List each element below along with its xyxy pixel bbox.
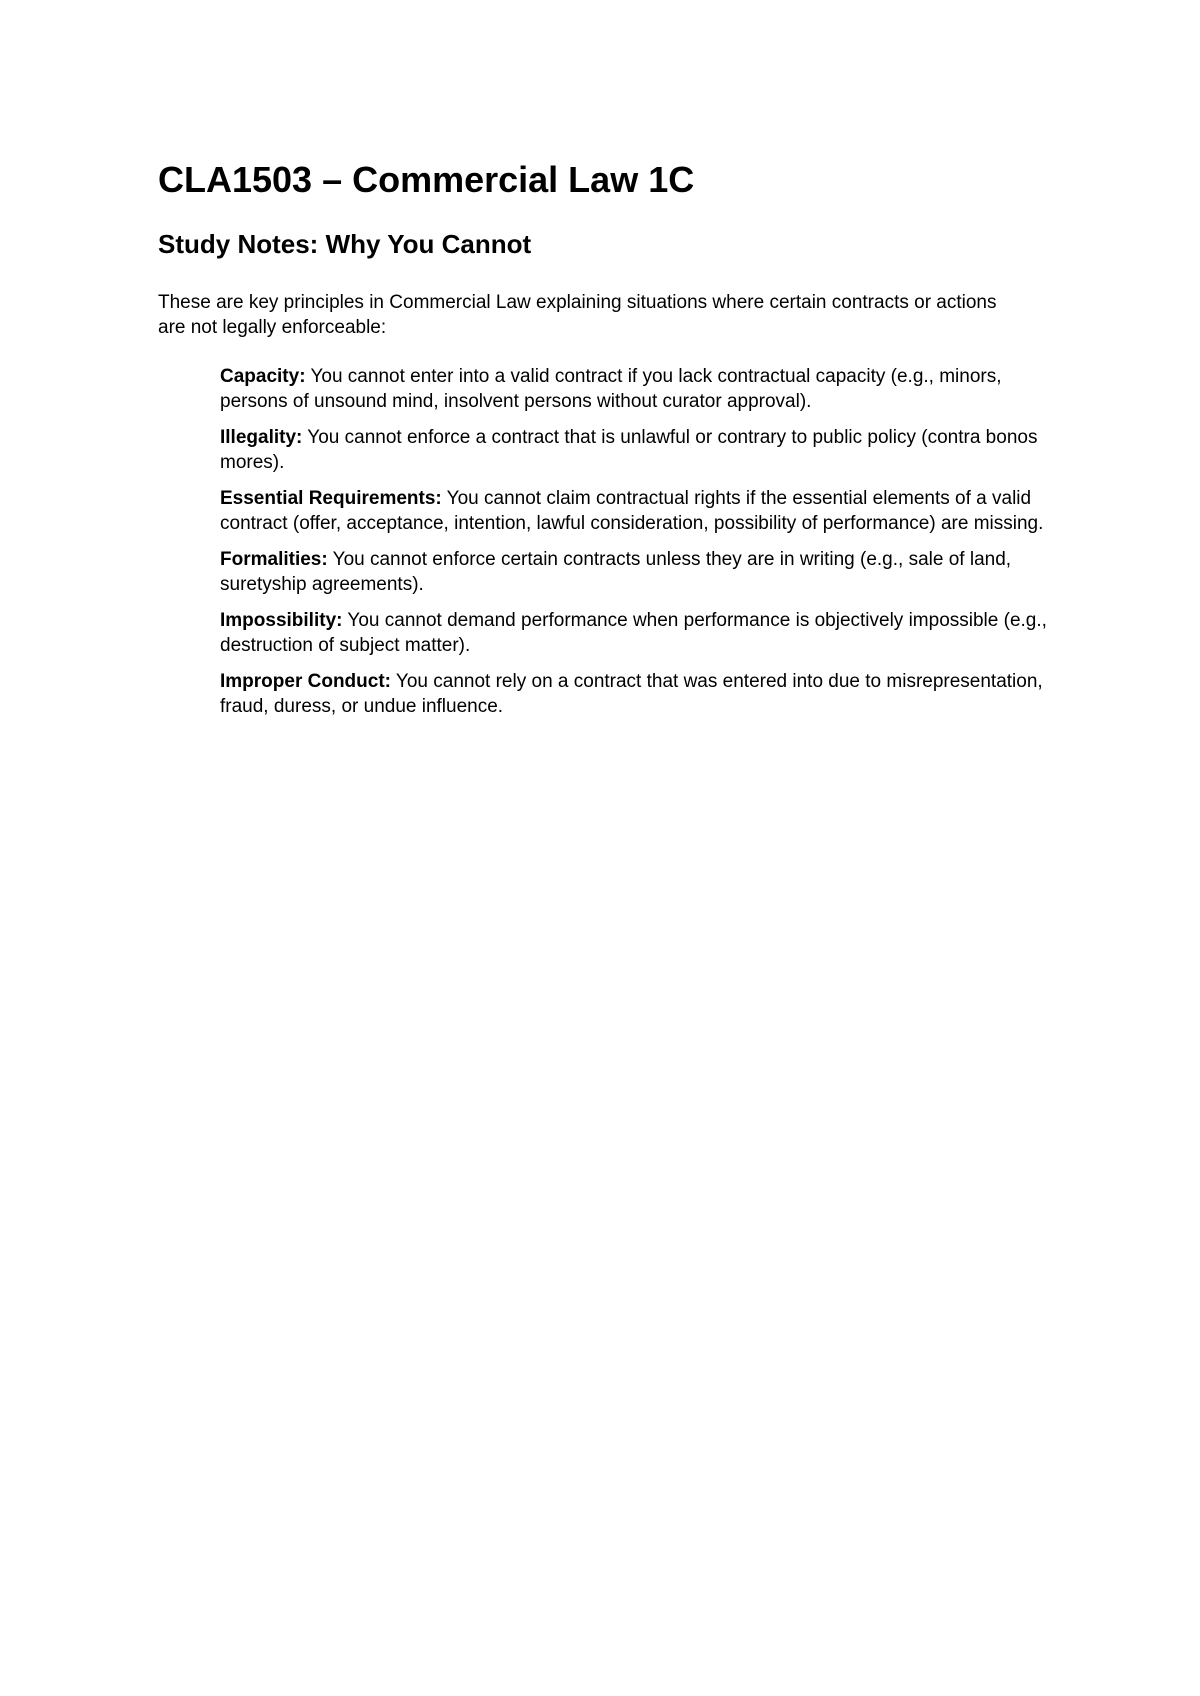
principle-impossibility (220, 608, 1058, 658)
principle-text: You cannot rely on a contract that was entered into due to misrepresentation, fraud, duress, or undue influence. (220, 671, 1043, 717)
principle-text: You cannot enforce certain contracts unless they are in writing (e.g., sale of land, suretyship agreements). (220, 549, 1012, 595)
principle-text: You cannot enforce a contract that is unlawful or contrary to public policy (contra bonos mores). (220, 427, 1038, 473)
principle-text: You cannot demand performance when performance is objectively impossible (e.g., destruction of subject matter). (220, 610, 1047, 656)
principle-term: Impossibility: (220, 610, 343, 631)
principle-term: Essential Requirements: (220, 488, 442, 509)
principles-list (158, 364, 1058, 719)
principle-term: Illegality: (220, 427, 303, 448)
principle-capacity (220, 364, 1058, 414)
principle-improper-conduct (220, 669, 1058, 719)
principle-term: Formalities: (220, 549, 328, 570)
principle-term: Capacity: (220, 366, 306, 387)
intro-paragraph: These are key principles in Commercial Law explaining situations where certain contracts or actions are not legally enforceable: (158, 292, 997, 338)
document-subtitle: Study Notes: Why You Cannot (158, 229, 532, 259)
principle-text: You cannot enter into a valid contract if you lack contractual capacity (e.g., minors, persons of unsound mind, insolvent persons without curator approval). (220, 366, 1002, 412)
principle-formalities (220, 547, 1058, 597)
principle-text: You cannot claim contractual rights if the essential elements of a valid contract (offer, acceptance, intention, lawful consideration, possibility of performance) are missing. (220, 488, 1044, 534)
principle-illegality (220, 425, 1058, 475)
principle-term: Improper Conduct: (220, 671, 391, 692)
principle-essential-requirements (220, 486, 1058, 536)
document-content (158, 158, 1058, 730)
document-title: CLA1503 – Commercial Law 1C (158, 159, 695, 200)
